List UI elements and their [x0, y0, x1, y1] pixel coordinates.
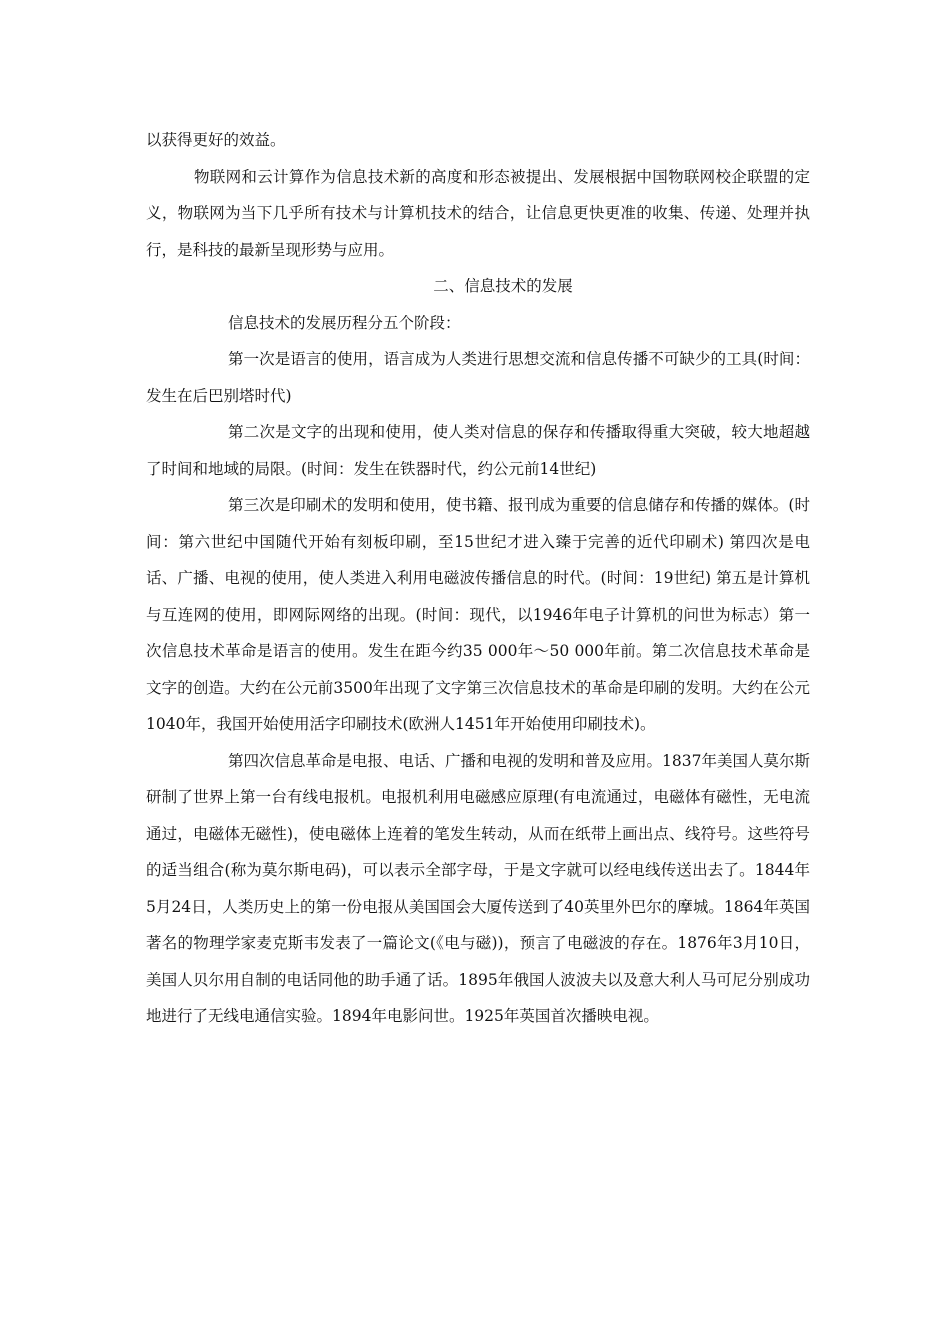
paragraph-stage-2: 第二次是文字的出现和使用，使人类对信息的保存和传播取得重大突破，较大地超越了时间和地域的局限。(时间：发生在铁器时代，约公元前14世纪)	[146, 423, 810, 478]
paragraph-stage-1: 第一次是语言的使用，语言成为人类进行思想交流和信息传播不可缺少的工具(时间：发生在后巴别塔时代)	[146, 350, 810, 405]
paragraph-iot-cloud: 物联网和云计算作为信息技术新的高度和形态被提出、发展根据中国物联网校企联盟的定义，物联网为当下几乎所有技术与计算机技术的结合，让信息更快更准的收集、传递、处理并执行，是科技的最新呈现形势与应用。	[146, 167, 810, 259]
paragraph-stage-4: 第四次信息革命是电报、电话、广播和电视的发明和普及应用。1837年美国人莫尔斯研制了世界上第一台有线电报机。电报机利用电磁感应原理(有电流通过，电磁体有磁性，无电流通过，电磁体无磁性)，使电磁体上连着的笔发生转动，从而在纸带上画出点、线符号。这些符号的适当组合(称为莫尔斯电码)，可以表示全部字母，于是文字就可以经电线传送出去了。1844年5月24日，人类历史上的第一份电报从美国国会大厦传送到了40英里外巴尔的摩城。1864年英国著名的物理学家麦克斯韦发表了一篇论文(《电与磁))，预言了电磁波的存在。1876年3月10日，美国人贝尔用自制的电话同他的助手通了话。1895年俄国人波波夫以及意大利人马可尼分别成功地进行了无线电通信实验。1894年电影问世。1925年英国首次播映电视。	[146, 751, 810, 1025]
paragraph-stage-3: 第三次是印刷术的发明和使用，使书籍、报刊成为重要的信息储存和传播的媒体。(时间：第六世纪中国随代开始有刻板印刷，至15世纪才进入臻于完善的近代印刷术) 第四次是电话、广播、电视的使用，使人类进入利用电磁波传播信息的时代。(时间：19世纪) 第五是计算机与互连网的使用，即网际网络的出现。(时间：现代，以1946年电子计算机的问世为标志）第一次信息技术革命是语言的使用。发生在距今约35 000年～50 000年前。第二次信息技术革命是文字的创造。大约在公元前3500年出现了文字第三次信息技术的革命是印刷的发明。大约在公元1040年，我国开始使用活字印刷技术(欧洲人1451年开始使用印刷技术)。	[146, 496, 810, 733]
document-body	[146, 122, 810, 1035]
paragraph-stages-intro: 信息技术的发展历程分五个阶段：	[228, 313, 461, 332]
section-heading: 二、信息技术的发展	[433, 277, 573, 295]
paragraph-continuation: 以获得更好的效益。	[146, 131, 286, 149]
